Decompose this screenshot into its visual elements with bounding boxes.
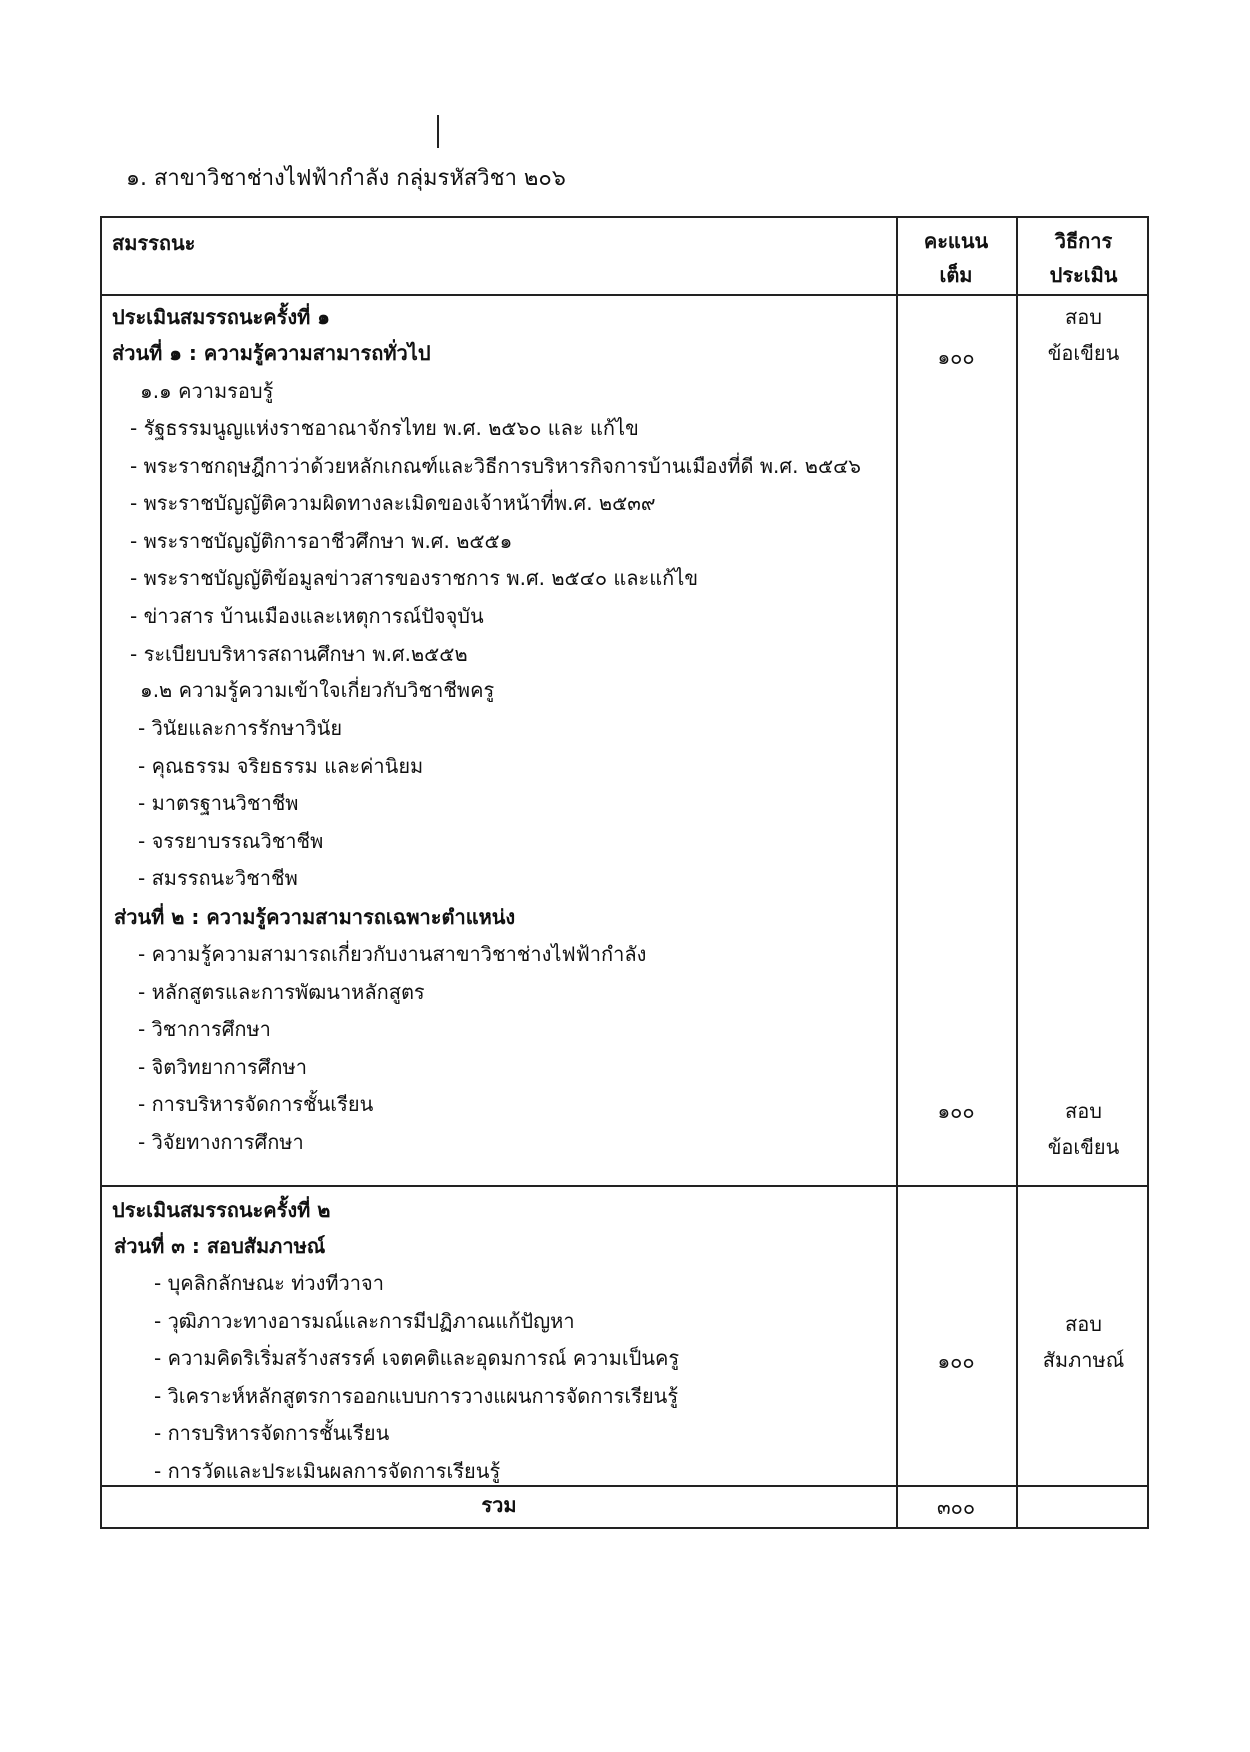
round1-title: ประเมินสมรรถนะครั้งที่ ๑ — [112, 305, 330, 329]
part2-list — [138, 936, 646, 1162]
list-item: - จรรยาบรรณวิชาชีพ — [138, 828, 324, 853]
part2-method-line2: ข้อเขียน — [1047, 1135, 1120, 1159]
list-item: - การบริหารจัดการชั้นเรียน — [138, 1092, 374, 1117]
part1-method-line2: ข้อเขียน — [1047, 341, 1120, 365]
total-score: ๓๐๐ — [936, 1495, 976, 1519]
header-competency: สมรรถนะ — [112, 231, 196, 255]
section-divider — [102, 1185, 1147, 1187]
list-item: - บุคลิกลักษณะ ท่วงทีวาจา — [154, 1271, 384, 1295]
scan-mark — [437, 115, 439, 148]
subsection-1-1-title: ๑.๑ ความรอบรู้ — [140, 379, 274, 403]
list-item: - รัฐธรรมนูญแห่งราชอาณาจักรไทย พ.ศ. ๒๕๖๐ และ แก้ไข — [130, 416, 639, 440]
part2-title: ส่วนที่ ๒ : ความรู้ความสามารถเฉพาะตำแหน่ง — [114, 905, 516, 929]
subsection-1-2-title: ๑.๒ ความรู้ความเข้าใจเกี่ยวกับวิชาชีพครู — [140, 678, 495, 702]
part3-score: ๑๐๐ — [937, 1349, 975, 1373]
header-score-line2: เต็ม — [939, 263, 973, 287]
list-item: - สมรรถนะวิชาชีพ — [138, 866, 298, 891]
part3-method-line2: สัมภาษณ์ — [1042, 1348, 1125, 1372]
list-item: - วิจัยทางการศึกษา — [138, 1129, 304, 1154]
subsection-1-1-list — [130, 410, 861, 673]
column-divider — [896, 218, 898, 1527]
list-item: - พระราชบัญญัติความผิดทางละเมิดของเจ้าหน้าที่พ.ศ. ๒๕๓๙ — [130, 491, 656, 516]
list-item: - พระราชบัญญัติการอาชีวศึกษา พ.ศ. ๒๕๕๑ — [130, 528, 513, 553]
part3-title: ส่วนที่ ๓ : สอบสัมภาษณ์ — [114, 1234, 326, 1258]
list-item: - พระราชกฤษฎีกาว่าด้วยหลักเกณฑ์และวิธีการบริหารกิจการบ้านเมืองที่ดี พ.ศ. ๒๕๔๖ — [130, 453, 861, 478]
list-item: - วุฒิภาวะทางอารมณ์และการมีปฏิภาณแก้ปัญหา — [154, 1308, 575, 1333]
list-item: - วินัยและการรักษาวินัย — [138, 716, 343, 740]
total-label: รวม — [481, 1493, 517, 1517]
list-item: - จิตวิทยาการศึกษา — [138, 1054, 307, 1079]
subsection-1-2-list — [138, 710, 423, 898]
list-item: - การวัดและประเมินผลการจัดการเรียนรู้ — [154, 1458, 501, 1483]
list-item: - ระเบียบบริหารสถานศึกษา พ.ศ.๒๕๕๒ — [130, 641, 468, 666]
list-item: - พระราชบัญญัติข้อมูลข่าวสารของราชการ พ.ศ. ๒๕๔๐ และแก้ไข — [130, 566, 699, 591]
list-item: - ความรู้ความสามารถเกี่ยวกับงานสาขาวิชาช่างไฟฟ้ากำลัง — [138, 942, 647, 966]
part3-method-line1: สอบ — [1065, 1312, 1102, 1336]
header-method-line2: ประเมิน — [1049, 263, 1118, 287]
part1-method-line1: สอบ — [1065, 305, 1102, 329]
part2-method-line1: สอบ — [1065, 1099, 1102, 1123]
part1-title: ส่วนที่ ๑ : ความรู้ความสามารถทั่วไป — [112, 341, 431, 365]
list-item: - คุณธรรม จริยธรรม และค่านิยม — [138, 753, 424, 778]
header-divider — [102, 294, 1147, 296]
list-item: - ความคิดริเริ่มสร้างสรรค์ เจตคติและอุดมการณ์ ความเป็นครู — [154, 1346, 680, 1371]
header-score-line1: คะแนน — [923, 229, 989, 253]
list-item: - วิเคราะห์หลักสูตรการออกแบบการวางแผนการจัดการเรียนรู้ — [154, 1383, 679, 1408]
section-heading: ๑. สาขาวิชาช่างไฟฟ้ากำลัง กลุ่มรหัสวิชา ๒๐๖ — [126, 166, 566, 191]
part3-list — [154, 1265, 679, 1491]
competency-table — [100, 216, 1149, 1529]
round2-title: ประเมินสมรรถนะครั้งที่ ๒ — [112, 1198, 331, 1222]
header-method-line1: วิธีการ — [1054, 229, 1113, 253]
part2-score: ๑๐๐ — [937, 1099, 975, 1123]
list-item: - การบริหารจัดการชั้นเรียน — [154, 1421, 390, 1446]
list-item: - วิชาการศึกษา — [138, 1017, 271, 1042]
list-item: - ข่าวสาร บ้านเมืองและเหตุการณ์ปัจจุบัน — [130, 603, 484, 628]
part1-score: ๑๐๐ — [937, 345, 975, 369]
list-item: - หลักสูตรและการพัฒนาหลักสูตร — [138, 979, 425, 1004]
list-item: - มาตรฐานวิชาชีพ — [138, 791, 299, 816]
